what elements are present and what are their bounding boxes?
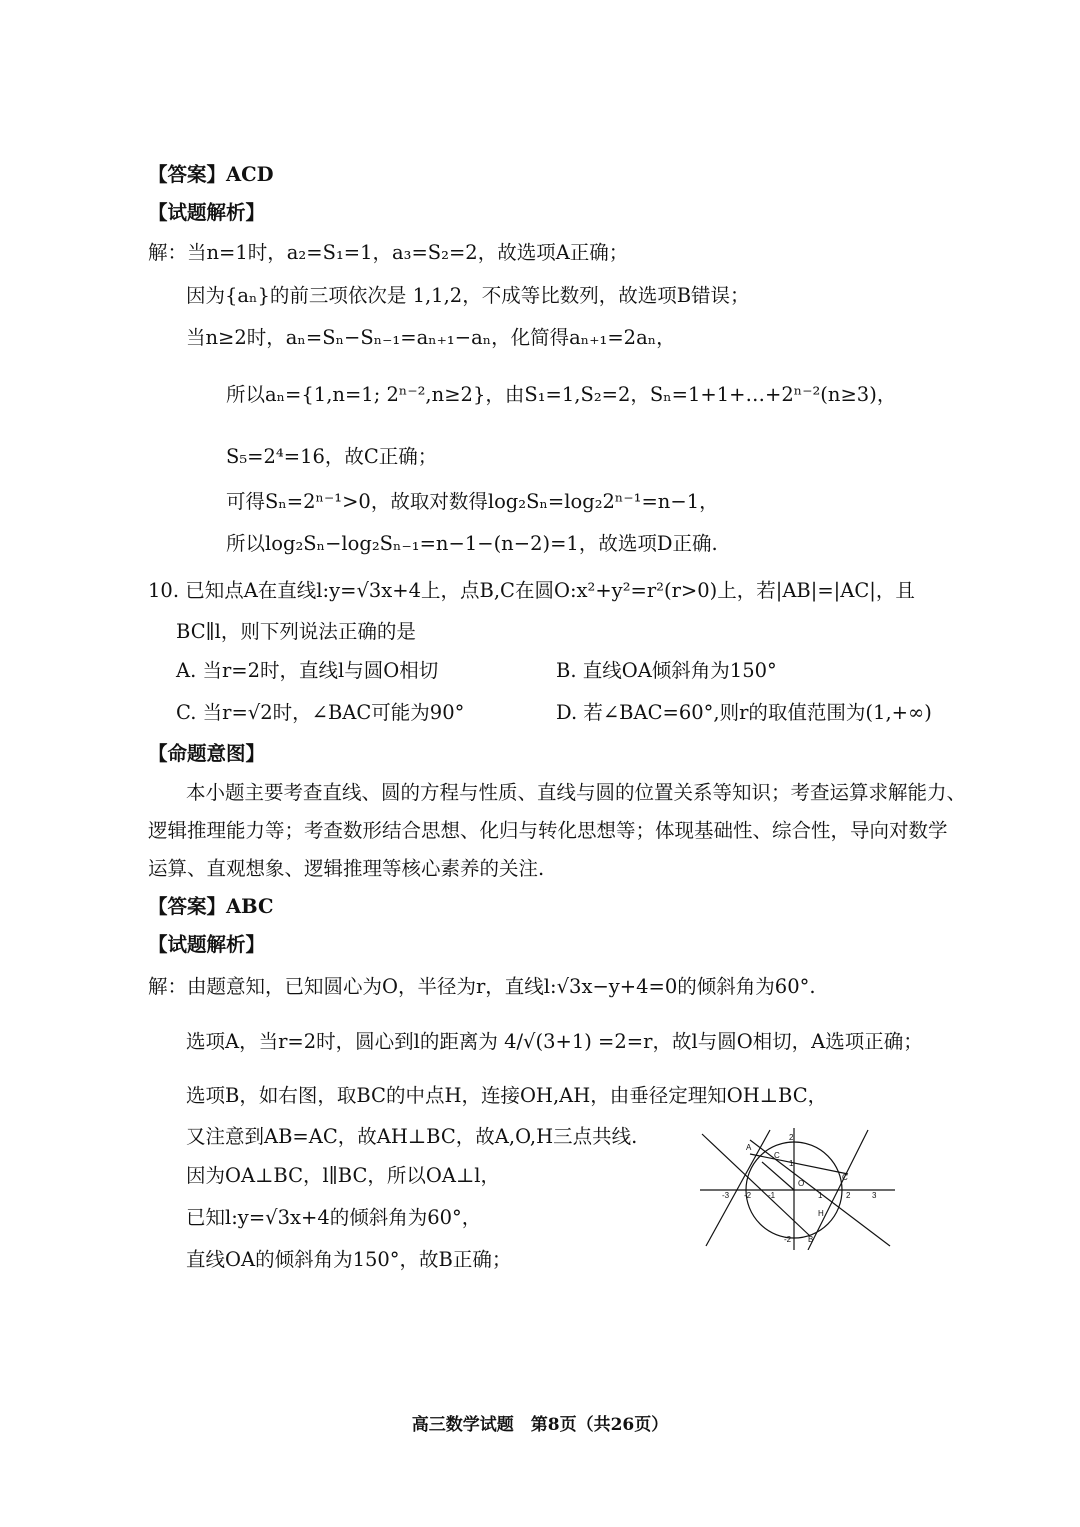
analysis-line-3: 选项B，如右图，取BC的中点H，连接OH,AH，由垂径定理知OH⊥BC， [186,1084,828,1107]
solution-line-7: 所以log₂Sₙ−log₂Sₙ₋₁=n−1−(n−2)=1，故选项D正确. [226,532,718,555]
tick-y-1: 1 [789,1159,794,1168]
label-o: O [798,1179,805,1188]
page-footer: 高三数学试题 第8页（共26页） [411,1415,669,1435]
label-c-1: C [774,1151,780,1160]
option-b: B. 直线OA倾斜角为150° [556,659,777,682]
analysis-heading-2: 【试题解析】 [148,933,266,956]
tick-y-neg2: -2 [784,1235,792,1244]
analysis-line-5: 因为OA⊥BC，l∥BC，所以OA⊥l， [186,1164,501,1187]
analysis-line-6: 已知l:y=√3x+4的倾斜角为60°， [186,1206,482,1229]
analysis-heading: 【试题解析】 [148,201,266,224]
tick-x-2: 2 [846,1191,851,1200]
tick-x-neg3: -3 [722,1191,730,1200]
solution-line-3: 当n≥2时，aₙ=Sₙ−Sₙ₋₁=aₙ₊₁−aₙ，化简得aₙ₊₁=2aₙ， [186,326,676,349]
option-d: D. 若∠BAC=60°,则r的取值范围为(1,+∞) [556,701,932,724]
answer-heading: 【答案】ACD [148,163,274,186]
label-h: H [818,1209,824,1218]
question-10-stem-2: BC∥l，则下列说法正确的是 [176,620,416,643]
tick-x-neg2: -2 [744,1191,752,1200]
intent-line-1: 本小题主要考查直线、圆的方程与性质、直线与圆的位置关系等知识；考查运算求解能力、 [186,781,967,804]
tick-y-2: 2 [789,1133,794,1142]
solution-line-4: 所以aₙ={1,n=1; 2ⁿ⁻²,n≥2}，由S₁=1,S₂=2，Sₙ=1+1+…+2ⁿ⁻²(n≥3)， [226,383,897,406]
tick-x-neg1: -1 [768,1191,776,1200]
analysis-line-4: 又注意到AB=AC，故AH⊥BC，故A,O,H三点共线. [186,1125,638,1148]
question-10-stem-1: 10. 已知点A在直线l:y=√3x+4上，点B,C在圆O:x²+y²=r²(r>0)上，若|AB|=|AC|，且 [148,579,915,602]
option-c: C. 当r=√2时，∠BAC可能为90° [176,701,465,724]
intent-line-2: 逻辑推理能力等；考查数形结合思想、化归与转化思想等；体现基础性、综合性，导向对数学 [148,819,948,842]
circle-line-figure [700,1128,900,1250]
intent-line-3: 运算、直观想象、逻辑推理等核心素养的关注. [148,857,545,880]
solution-line-6: 可得Sₙ=2ⁿ⁻¹>0，故取对数得log₂Sₙ=log₂2ⁿ⁻¹=n−1， [226,490,719,513]
label-c-2: C [842,1173,848,1182]
label-b: B [808,1235,814,1244]
analysis-line-2: 选项A，当r=2时，圆心到l的距离为 4/√(3+1) =2=r，故l与圆O相切，A选项正确； [186,1030,923,1053]
tick-x-3: 3 [872,1191,877,1200]
solution-line-2: 因为{aₙ}的前三项依次是 1,1,2，不成等比数列，故选项B错误； [186,284,750,307]
solution-line-1: 解：当n=1时，a₂=S₁=1，a₃=S₂=2，故选项A正确； [148,241,629,264]
option-a: A. 当r=2时，直线l与圆O相切 [176,659,439,682]
label-a: A [746,1143,752,1152]
solution-line-5: S₅=2⁴=16，故C正确； [226,445,438,468]
analysis-line-7: 直线OA的倾斜角为150°，故B正确； [186,1248,512,1271]
answer-heading-2: 【答案】ABC [148,895,274,918]
analysis-line-1: 解：由题意知，已知圆心为O，半径为r，直线l:√3x−y+4=0的倾斜角为60°. [148,975,816,998]
tick-x-1: 1 [818,1191,823,1200]
intent-heading: 【命题意图】 [148,742,266,765]
